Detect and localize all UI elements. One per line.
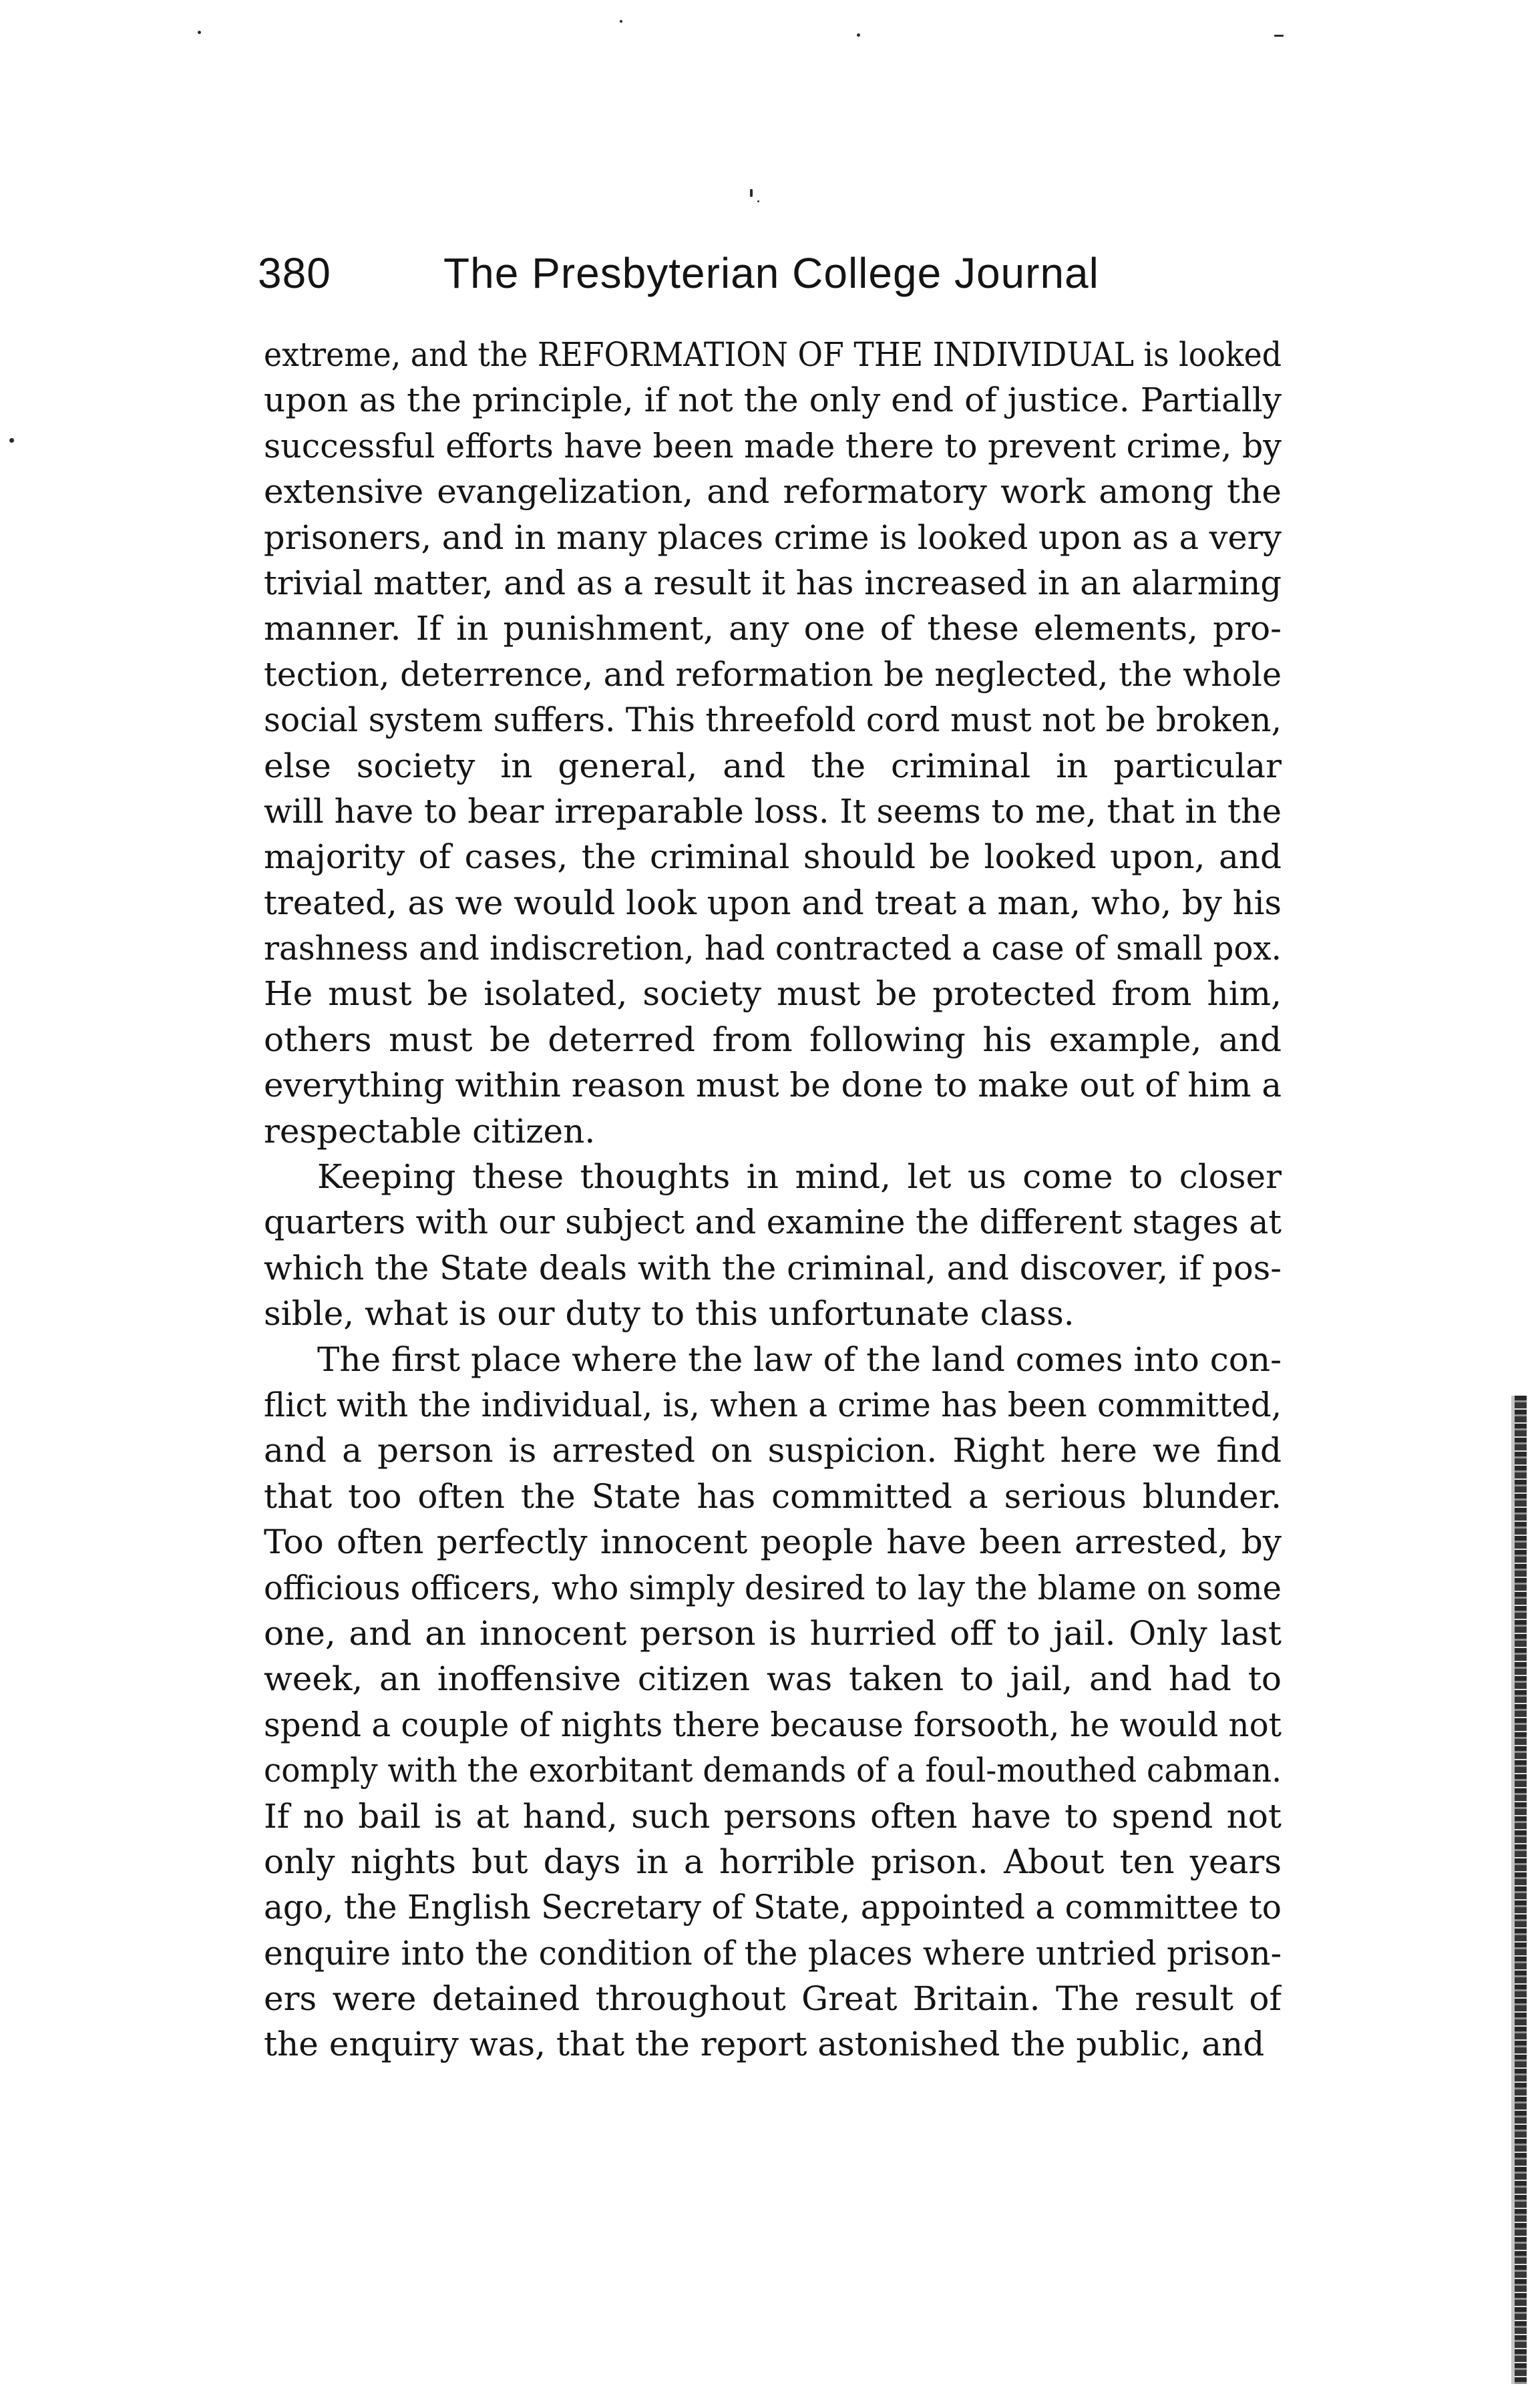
page-edge-strip (1515, 1396, 1527, 2384)
text-line: respectable citizen. (264, 1111, 596, 1151)
text-line: extensive evangelization, and reformatory work among the (264, 472, 1282, 512)
paragraph-first-line: The first place where the law of the land comes into con- (317, 1340, 1282, 1379)
text-line: successful efforts have been made there to prevent crime, by (264, 426, 1282, 465)
text-line: If no bail is at hand, such persons often have to spend not (264, 1796, 1282, 1836)
text-line: trivial matter, and as a result it has increased in an alarming (264, 563, 1282, 602)
text-line: one, and an innocent person is hurried off to jail. Only last (264, 1613, 1282, 1653)
scan-speck (9, 438, 14, 443)
page-number: 380 (258, 249, 331, 297)
running-title: The Presbyterian College Journal (443, 249, 1099, 297)
paragraph-first-line: Keeping these thoughts in mind, let us come to closer (317, 1157, 1282, 1197)
text-line: prisoners, and in many places crime is looked upon as a very (264, 518, 1282, 557)
text-line: will have to bear irreparable loss. It seems to me, that in the (264, 791, 1282, 831)
text-line: and a person is arrested on suspicion. Right here we find (264, 1431, 1282, 1470)
text-line: spend a couple of nights there because forsooth, he would not (264, 1705, 1282, 1744)
text-line: everything within reason must be done to make out of him a (264, 1066, 1282, 1105)
scan-speck (198, 31, 201, 34)
text-line: extreme, and the REFORMATION OF THE INDIVIDUAL is looked (264, 335, 1282, 374)
scan-speck (757, 200, 759, 202)
text-line: only nights but days in a horrible prison. About ten years (264, 1842, 1282, 1881)
running-head (258, 240, 1193, 314)
text-line: comply with the exorbitant demands of a foul-mouthed cabman. (264, 1751, 1282, 1790)
text-line: tection, deterrence, and reformation be neglected, the whole (264, 654, 1282, 694)
scan-speck (750, 189, 753, 197)
text-line: week, an inoffensive citizen was taken to jail, and had to (264, 1659, 1282, 1699)
text-line: ers were detained throughout Great Britain. The result of (264, 1979, 1282, 2019)
scan-speck (620, 20, 622, 23)
text-line: enquire into the condition of the places where untried prison- (264, 1933, 1282, 1973)
text-line: ago, the English Secretary of State, appointed a committee to (264, 1888, 1282, 1927)
text-line: social system suffers. This threefold cord must not be broken, (264, 700, 1282, 740)
text-line: else society in general, and the criminal in particular (264, 746, 1282, 785)
text-line: quarters with our subject and examine the different stages at (264, 1203, 1282, 1242)
text-line: He must be isolated, society must be protected from him, (264, 974, 1282, 1014)
scan-speck (1274, 35, 1284, 37)
text-line: Too often perfectly innocent people have been arrested, by (264, 1523, 1282, 1562)
text-line: sible, what is our duty to this unfortunate class. (264, 1294, 1075, 1334)
text-line: upon as the principle, if not the only end of justice. Partially (264, 381, 1282, 420)
text-line: rashness and indiscretion, had contracted a case of small pox. (264, 929, 1282, 968)
text-line: flict with the individual, is, when a crime has been committed, (264, 1385, 1282, 1424)
text-line: the enquiry was, that the report astonished the public, and (264, 2025, 1265, 2064)
text-line: officious officers, who simply desired to lay the blame on some (264, 1568, 1282, 1607)
text-line: that too often the State has committed a serious blunder. (264, 1476, 1282, 1516)
text-line: majority of cases, the criminal should be looked upon, and (264, 837, 1282, 877)
scan-speck (857, 33, 860, 37)
text-line: others must be deterred from following his example, and (264, 1020, 1282, 1059)
text-line: treated, as we would look upon and treat a man, who, by his (264, 883, 1282, 922)
text-line: manner. If in punishment, any one of these elements, pro- (264, 609, 1282, 648)
text-line: which the State deals with the criminal, and discover, if pos- (264, 1248, 1282, 1287)
body-text (264, 332, 1282, 2067)
